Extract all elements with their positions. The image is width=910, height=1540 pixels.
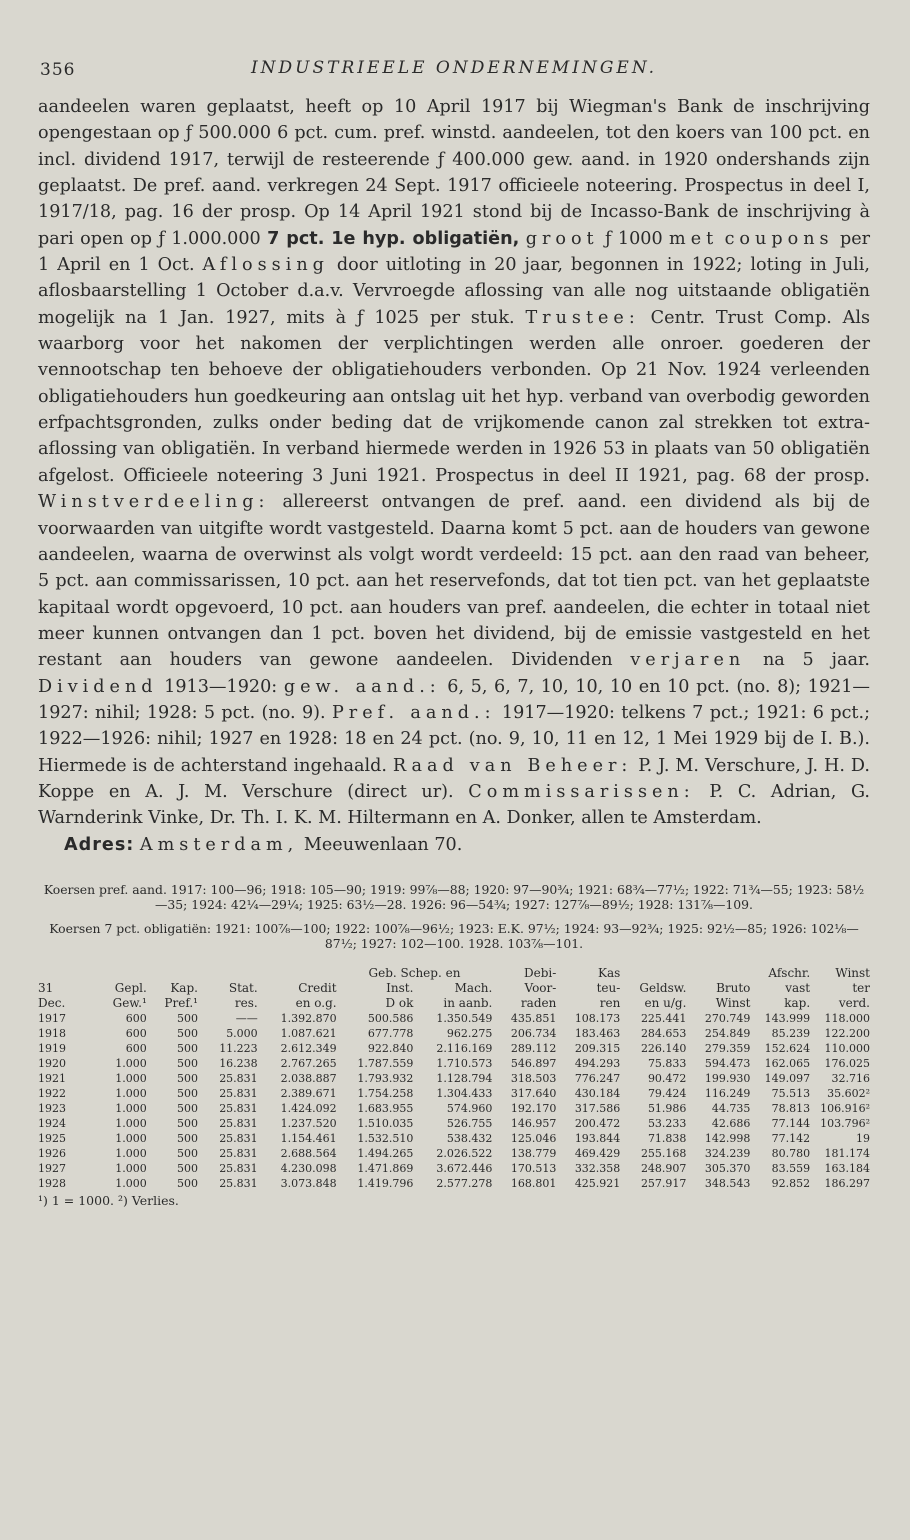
table-row bbox=[38, 1071, 870, 1086]
table-cell: 1927 bbox=[38, 1161, 66, 1175]
column-header: verd. bbox=[838, 995, 870, 1010]
table-row bbox=[38, 1176, 870, 1191]
table-cell: 75.833 bbox=[647, 1056, 687, 1070]
text-segment: ƒ 1000 bbox=[605, 228, 663, 249]
table-cell: 44.735 bbox=[711, 1101, 751, 1115]
table-cell: 1.532.510 bbox=[357, 1131, 414, 1145]
address-street: Meeuwenlaan 70. bbox=[303, 834, 463, 855]
table-row bbox=[38, 1146, 870, 1161]
table-cell: 16.238 bbox=[219, 1056, 258, 1070]
running-title: INDUSTRIEELE ONDERNEMINGEN. bbox=[250, 58, 658, 78]
column-header: Winst bbox=[835, 965, 870, 980]
table-cell: 1.471.869 bbox=[357, 1161, 414, 1175]
table-cell: 248.907 bbox=[640, 1161, 687, 1175]
table-cell: 1.237.520 bbox=[280, 1116, 337, 1130]
table-cell: 1.128.794 bbox=[436, 1071, 493, 1085]
table-cell: 289.112 bbox=[510, 1041, 557, 1055]
table-header-top bbox=[38, 966, 870, 981]
table-cell: 2.612.349 bbox=[280, 1041, 337, 1055]
table-cell: 2.577.278 bbox=[436, 1176, 493, 1190]
column-header: 31 bbox=[38, 980, 54, 995]
table-cell: 1.683.955 bbox=[357, 1101, 414, 1115]
table-cell: 1925 bbox=[38, 1131, 66, 1145]
table-cell: 318.503 bbox=[510, 1071, 557, 1085]
table-cell: 469.429 bbox=[574, 1146, 621, 1160]
table-cell: 1921 bbox=[38, 1071, 66, 1085]
text-segment: 6, 5, 6, 7, 10, 10, 10 en 10 pct. (no. 8); 1921—1927: nihil; 1928: 5 pct. (no. 9). bbox=[38, 676, 870, 723]
table-cell: 500 bbox=[176, 1056, 198, 1070]
table-cell: 1.000 bbox=[115, 1086, 147, 1100]
table-cell: 77.142 bbox=[771, 1131, 811, 1145]
table-cell: 192.170 bbox=[510, 1101, 557, 1115]
column-header: in aanb. bbox=[443, 995, 493, 1010]
table-cell: 152.624 bbox=[764, 1041, 811, 1055]
table-cell: 125.046 bbox=[510, 1131, 557, 1145]
table-cell: 1.510.035 bbox=[357, 1116, 414, 1130]
column-header: raden bbox=[520, 995, 557, 1010]
table-cell: 35.602² bbox=[827, 1086, 870, 1100]
table-footnote: ¹) 1 = 1000. ²) Verlies. bbox=[38, 1192, 179, 1208]
spaced-term: met bbox=[669, 228, 719, 249]
table-cell: 279.359 bbox=[704, 1041, 751, 1055]
table-cell: 25.831 bbox=[219, 1176, 258, 1190]
table-cell: 257.917 bbox=[640, 1176, 687, 1190]
table-cell: 284.653 bbox=[640, 1026, 687, 1040]
table-cell: 80.780 bbox=[771, 1146, 811, 1160]
column-header: Debi- bbox=[524, 965, 557, 980]
table-cell: 500 bbox=[176, 1011, 198, 1025]
table-cell: 2.038.887 bbox=[280, 1071, 337, 1085]
table-row bbox=[38, 1116, 870, 1131]
table-cell: 138.779 bbox=[510, 1146, 557, 1160]
table-row bbox=[38, 1026, 870, 1041]
table-cell: 2.116.169 bbox=[436, 1041, 493, 1055]
table-row bbox=[38, 1086, 870, 1101]
table-cell: 83.559 bbox=[771, 1161, 811, 1175]
spaced-term: gew. aand.: bbox=[283, 676, 441, 697]
table-cell: 1924 bbox=[38, 1116, 66, 1130]
table-cell: 53.233 bbox=[647, 1116, 687, 1130]
table-cell: 3.073.848 bbox=[280, 1176, 337, 1190]
table-cell: 1.154.461 bbox=[280, 1131, 337, 1145]
table-cell: 122.200 bbox=[824, 1026, 870, 1040]
table-cell: 600 bbox=[125, 1026, 147, 1040]
column-header: Dec. bbox=[38, 995, 66, 1010]
table-cell: 199.930 bbox=[704, 1071, 751, 1085]
table-cell: 168.801 bbox=[510, 1176, 557, 1190]
table-cell: 116.249 bbox=[704, 1086, 751, 1100]
table-cell: 106.916² bbox=[820, 1101, 870, 1115]
table-cell: 500 bbox=[176, 1146, 198, 1160]
company-description bbox=[38, 94, 870, 858]
table-cell: 1.000 bbox=[115, 1161, 147, 1175]
price-quotes bbox=[38, 882, 870, 952]
table-row bbox=[38, 1011, 870, 1026]
table-cell: 500 bbox=[176, 1131, 198, 1145]
table-body bbox=[38, 1011, 870, 1191]
table-cell: 4.230.098 bbox=[280, 1161, 337, 1175]
table-cell: 225.441 bbox=[640, 1011, 687, 1025]
table-cell: 79.424 bbox=[647, 1086, 687, 1100]
table-cell: 85.239 bbox=[771, 1026, 811, 1040]
text-segment: P. J. M. Verschure, J. H. D. Koppe en A. J. M. Verschure (direct ur). bbox=[38, 755, 871, 802]
table-cell: 2.026.522 bbox=[436, 1146, 493, 1160]
table-cell: 500 bbox=[176, 1071, 198, 1085]
table-cell: 270.749 bbox=[704, 1011, 751, 1025]
table-cell: 75.513 bbox=[771, 1086, 811, 1100]
table-cell: 1919 bbox=[38, 1041, 66, 1055]
table-cell: 146.957 bbox=[510, 1116, 557, 1130]
table-header-bot bbox=[38, 996, 870, 1011]
table-cell: 193.844 bbox=[574, 1131, 621, 1145]
text-segment: 1917—1920: telkens 7 pct.; 1921: 6 pct.; 1922—1926: nihil; 1927 en 1928: 18 en 24 pct. (no. 9, 10, 11 en 12, 1 Mei 1929 bij de I. B.). Hiermede is de achterstand ingehaald. bbox=[38, 702, 871, 776]
table-cell: 1923 bbox=[38, 1101, 66, 1115]
table-cell: 1928 bbox=[38, 1176, 66, 1190]
table-cell: 90.472 bbox=[647, 1071, 687, 1085]
table-cell: 1917 bbox=[38, 1011, 66, 1025]
table-cell: 1.000 bbox=[115, 1131, 147, 1145]
table-cell: 1926 bbox=[38, 1146, 66, 1160]
spaced-term: Pref. aand.: bbox=[331, 702, 496, 723]
table-cell: 500 bbox=[176, 1176, 198, 1190]
table-cell: 1.000 bbox=[115, 1176, 147, 1190]
table-cell: 176.025 bbox=[824, 1056, 870, 1070]
table-cell: 149.097 bbox=[764, 1071, 811, 1085]
table-cell: 594.473 bbox=[704, 1056, 751, 1070]
text-segment: na 5 jaar. bbox=[762, 650, 871, 671]
table-cell: 77.144 bbox=[771, 1116, 811, 1130]
spaced-term: Dividend bbox=[38, 676, 158, 697]
column-header: Pref.¹ bbox=[164, 995, 198, 1010]
text-segment: allereerst ontvangen de pref. aand. een dividend als bij de voorwaarden van uitgifte wordt vastgesteld. Daarna komt 5 pct. aan de houders van gewone aandeelen, waarna de overwinst als volgt wordt verdeeld: 15 pct. aan den raad van beheer, 5 pct. aan commissarissen, 10 pct. aan het reservefonds, dat tot tien pct. van het geplaatste kapitaal wordt opgevoerd, 10 pct. aan houders van pref. aandeelen, die echter in totaal niet meer kunnen ontvangen dan 1 pct. boven het dividend, bij de emissie vastgesteld en het restant aan houders van gewone aandeelen. Dividenden bbox=[38, 492, 870, 671]
table-cell: 1.392.870 bbox=[280, 1011, 337, 1025]
table-cell: 254.849 bbox=[704, 1026, 751, 1040]
spaced-term: Aflossing bbox=[202, 255, 329, 276]
table-cell: 51.986 bbox=[647, 1101, 687, 1115]
bond-title: 7 pct. 1e hyp. obligatiën, bbox=[267, 228, 520, 249]
address-label: Adres: bbox=[64, 834, 135, 855]
spaced-term: verjaren bbox=[630, 650, 746, 671]
text-segment: per 1 April en 1 Oct. bbox=[38, 228, 871, 276]
table-cell: 118.000 bbox=[824, 1011, 870, 1025]
page-header bbox=[38, 58, 870, 94]
table-cell: 108.173 bbox=[574, 1011, 621, 1025]
column-header: vast bbox=[785, 980, 811, 995]
table-cell: —— bbox=[235, 1011, 258, 1025]
table-cell: 526.755 bbox=[446, 1116, 493, 1130]
table-cell: 186.297 bbox=[824, 1176, 870, 1190]
table-cell: 1.350.549 bbox=[436, 1011, 493, 1025]
table-cell: 538.432 bbox=[446, 1131, 493, 1145]
table-cell: 494.293 bbox=[574, 1056, 621, 1070]
table-cell: 25.831 bbox=[219, 1071, 258, 1085]
column-header: Gew.¹ bbox=[112, 995, 147, 1010]
table-cell: 305.370 bbox=[704, 1161, 751, 1175]
table-cell: 163.184 bbox=[824, 1161, 870, 1175]
column-header: Winst bbox=[715, 995, 751, 1010]
column-header: res. bbox=[234, 995, 258, 1010]
table-cell: 500 bbox=[176, 1116, 198, 1130]
table-cell: 1.419.796 bbox=[357, 1176, 414, 1190]
column-header: Afschr. bbox=[768, 965, 811, 980]
table-cell: 181.174 bbox=[824, 1146, 870, 1160]
table-row bbox=[38, 1131, 870, 1146]
table-cell: 2.389.671 bbox=[280, 1086, 337, 1100]
text-segment: Centr. Trust Comp. Als waarborg voor het nakomen der verplichtingen werden alle onroer. goederen der vennootschap ten behoeve der obligatiehouders verbonden. Op 21 Nov. 1924 verleenden obligatiehouders hun goedkeuring aan ontslag uit het hyp. verband van overbodig geworden erfpachtsgronden, zulks onder beding dat de vrijkomende canon zal strekken tot extra-aflossing van obligatiën. In verband hiermede werden in 1926 53 in plaats van 50 obligatiën afgelost. Officieele noteering 3 Juni 1921. Prospectus in deel II 1921, pag. 68 der prosp. bbox=[38, 307, 871, 486]
table-cell: 1.494.265 bbox=[357, 1146, 414, 1160]
table-cell: 142.998 bbox=[704, 1131, 751, 1145]
column-header: D ok bbox=[385, 995, 414, 1010]
table-cell: 500 bbox=[176, 1161, 198, 1175]
column-header: ren bbox=[599, 995, 621, 1010]
table-cell: 25.831 bbox=[219, 1116, 258, 1130]
share-quotes: Koersen pref. aand. 1917: 100—96; 1918: 105—90; 1919: 99⅞—88; 1920: 97—90¾; 1921: 68¾—77½; 1922: 71¾—55; 1923: 58½—35; 1924: 42¼—29¼; 1925: 63½—28. 1926: 96—54¾; 1927: 127⅞—89½; 1928: 131⅞—109. bbox=[43, 881, 865, 913]
table-cell: 19 bbox=[856, 1131, 870, 1145]
table-cell: 1920 bbox=[38, 1056, 66, 1070]
table-cell: 962.275 bbox=[446, 1026, 493, 1040]
table-cell: 143.999 bbox=[764, 1011, 811, 1025]
table-cell: 25.831 bbox=[219, 1146, 258, 1160]
table-cell: 5.000 bbox=[226, 1026, 258, 1040]
table-cell: 1.710.573 bbox=[436, 1056, 493, 1070]
table-cell: 1918 bbox=[38, 1026, 66, 1040]
spaced-term: Raad van Beheer: bbox=[392, 755, 633, 776]
table-cell: 3.672.446 bbox=[436, 1161, 493, 1175]
table-cell: 317.640 bbox=[510, 1086, 557, 1100]
spaced-term: Commissarissen: bbox=[468, 781, 695, 802]
table-cell: 435.851 bbox=[510, 1011, 557, 1025]
column-header: Voor- bbox=[524, 980, 557, 995]
table-cell: 425.921 bbox=[574, 1176, 621, 1190]
table-cell: 922.840 bbox=[367, 1041, 414, 1055]
table-cell: 500.586 bbox=[367, 1011, 414, 1025]
table-cell: 183.463 bbox=[574, 1026, 621, 1040]
column-header: teu- bbox=[596, 980, 621, 995]
table-cell: 600 bbox=[125, 1011, 147, 1025]
column-header: Kas bbox=[598, 965, 621, 980]
table-cell: 1.304.433 bbox=[436, 1086, 493, 1100]
column-header: Kap. bbox=[170, 980, 198, 995]
table-cell: 25.831 bbox=[219, 1101, 258, 1115]
column-header: en u/g. bbox=[644, 995, 687, 1010]
table-cell: 1922 bbox=[38, 1086, 66, 1100]
address-city: Amsterdam, bbox=[139, 834, 299, 855]
table-cell: 78.813 bbox=[771, 1101, 811, 1115]
table-cell: 226.140 bbox=[640, 1041, 687, 1055]
table-row bbox=[38, 1041, 870, 1056]
table-cell: 71.838 bbox=[647, 1131, 687, 1145]
column-header: en o.g. bbox=[295, 995, 337, 1010]
table-cell: 500 bbox=[176, 1101, 198, 1115]
text-segment: door uitloting in 20 jaar, begonnen in 1922; loting in Juli, aflosbaarstelling 1 October d.a.v. Vervroegde aflossing van alle nog uitstaande obligatiën mogelijk na 1 Jan. 1927, mits à ƒ 1025 per stuk. bbox=[38, 255, 871, 328]
table-row bbox=[38, 1101, 870, 1116]
bond-quotes: Koersen 7 pct. obligatiën: 1921: 100⅞—100; 1922: 100⅞—96½; 1923: E.K. 97½; 1924: 93—92¾; 1925: 92½—85; 1926: 102⅛—87½; 1927: 102—100. 1928. 103⅞—101. bbox=[49, 920, 859, 952]
table-cell: 25.831 bbox=[219, 1161, 258, 1175]
table-cell: 546.897 bbox=[510, 1056, 557, 1070]
column-header: Stat. bbox=[228, 980, 258, 995]
address-line bbox=[38, 832, 870, 858]
page-number: 356 bbox=[40, 60, 76, 80]
column-header: ter bbox=[852, 980, 870, 995]
table-cell: 25.831 bbox=[219, 1086, 258, 1100]
table-cell: 103.796² bbox=[820, 1116, 870, 1130]
text-segment: 1913—1920: bbox=[164, 676, 278, 697]
spaced-term: coupons bbox=[724, 228, 834, 249]
table-cell: 2.767.265 bbox=[280, 1056, 337, 1070]
table-cell: 500 bbox=[176, 1026, 198, 1040]
table-cell: 162.065 bbox=[764, 1056, 811, 1070]
table-header-mid bbox=[38, 981, 870, 996]
table-cell: 32.716 bbox=[831, 1071, 870, 1085]
table-cell: 42.686 bbox=[711, 1116, 751, 1130]
table-cell: 430.184 bbox=[574, 1086, 621, 1100]
table-cell: 1.793.932 bbox=[357, 1071, 414, 1085]
financial-table bbox=[38, 966, 870, 1208]
table-cell: 209.315 bbox=[574, 1041, 621, 1055]
table-cell: 317.586 bbox=[574, 1101, 621, 1115]
table-row bbox=[38, 1056, 870, 1071]
table-cell: 324.239 bbox=[704, 1146, 751, 1160]
table-cell: 1.000 bbox=[115, 1056, 147, 1070]
table-cell: 332.358 bbox=[574, 1161, 621, 1175]
table-cell: 1.787.559 bbox=[357, 1056, 414, 1070]
table-cell: 677.778 bbox=[367, 1026, 414, 1040]
table-cell: 1.000 bbox=[115, 1101, 147, 1115]
table-cell: 348.543 bbox=[704, 1176, 751, 1190]
table-cell: 574.960 bbox=[446, 1101, 493, 1115]
table-cell: 776.247 bbox=[574, 1071, 621, 1085]
table-cell: 255.168 bbox=[640, 1146, 687, 1160]
table-cell: 11.223 bbox=[219, 1041, 258, 1055]
column-header: kap. bbox=[784, 995, 811, 1010]
text-segment: P. C. Adrian, G. Warnderink Vinke, Dr. Th. I. K. M. Hiltermann en A. Donker, allen te Amsterdam. bbox=[38, 781, 870, 829]
column-header: Inst. bbox=[386, 980, 414, 995]
table-cell: 1.424.092 bbox=[280, 1101, 337, 1115]
column-header: Geldsw. bbox=[639, 980, 687, 995]
table-cell: 1.000 bbox=[115, 1071, 147, 1085]
table-cell: 92.852 bbox=[771, 1176, 811, 1190]
table-cell: 600 bbox=[125, 1041, 147, 1055]
column-header: Mach. bbox=[454, 980, 493, 995]
table-cell: 170.513 bbox=[510, 1161, 557, 1175]
financial-data-table bbox=[38, 966, 870, 1191]
table-cell: 25.831 bbox=[219, 1131, 258, 1145]
column-header: Geb. Schep. en bbox=[368, 965, 461, 980]
column-header: Bruto bbox=[716, 980, 751, 995]
table-cell: 1.087.621 bbox=[280, 1026, 337, 1040]
table-cell: 200.472 bbox=[574, 1116, 621, 1130]
column-header: Credit bbox=[298, 980, 337, 995]
main-paragraph bbox=[38, 94, 870, 832]
table-cell: 206.734 bbox=[510, 1026, 557, 1040]
table-cell: 1.000 bbox=[115, 1116, 147, 1130]
table-row bbox=[38, 1161, 870, 1176]
column-header: Gepl. bbox=[114, 980, 147, 995]
table-cell: 2.688.564 bbox=[280, 1146, 337, 1160]
table-cell: 1.000 bbox=[115, 1146, 147, 1160]
table-cell: 1.754.258 bbox=[357, 1086, 414, 1100]
spaced-term: groot bbox=[525, 228, 599, 249]
table-cell: 110.000 bbox=[824, 1041, 870, 1055]
spaced-term: Winstverdeeling: bbox=[38, 492, 270, 513]
text-segment: aandeelen waren geplaatst, heeft op 10 April 1917 bij Wiegman's Bank de inschrijving opengestaan op ƒ 500.000 6 pct. cum. pref. winstd. aandeelen, tot den koers van 100 pct. en incl. dividend 1917, terwijl de resteerende ƒ 400.000 gew. aand. in 1920 ondershands zijn geplaatst. De pref. aand. verkregen 24 Sept. 1917 officieele noteering. Prospectus in deel I, 1917/18, pag. 16 der prosp. Op 14 April 1921 stond bij de Incasso-Bank de inschrijving à pari open op ƒ 1.000.000 bbox=[38, 97, 870, 249]
spaced-term: Trustee: bbox=[525, 307, 640, 328]
table-cell: 500 bbox=[176, 1041, 198, 1055]
table-cell: 500 bbox=[176, 1086, 198, 1100]
